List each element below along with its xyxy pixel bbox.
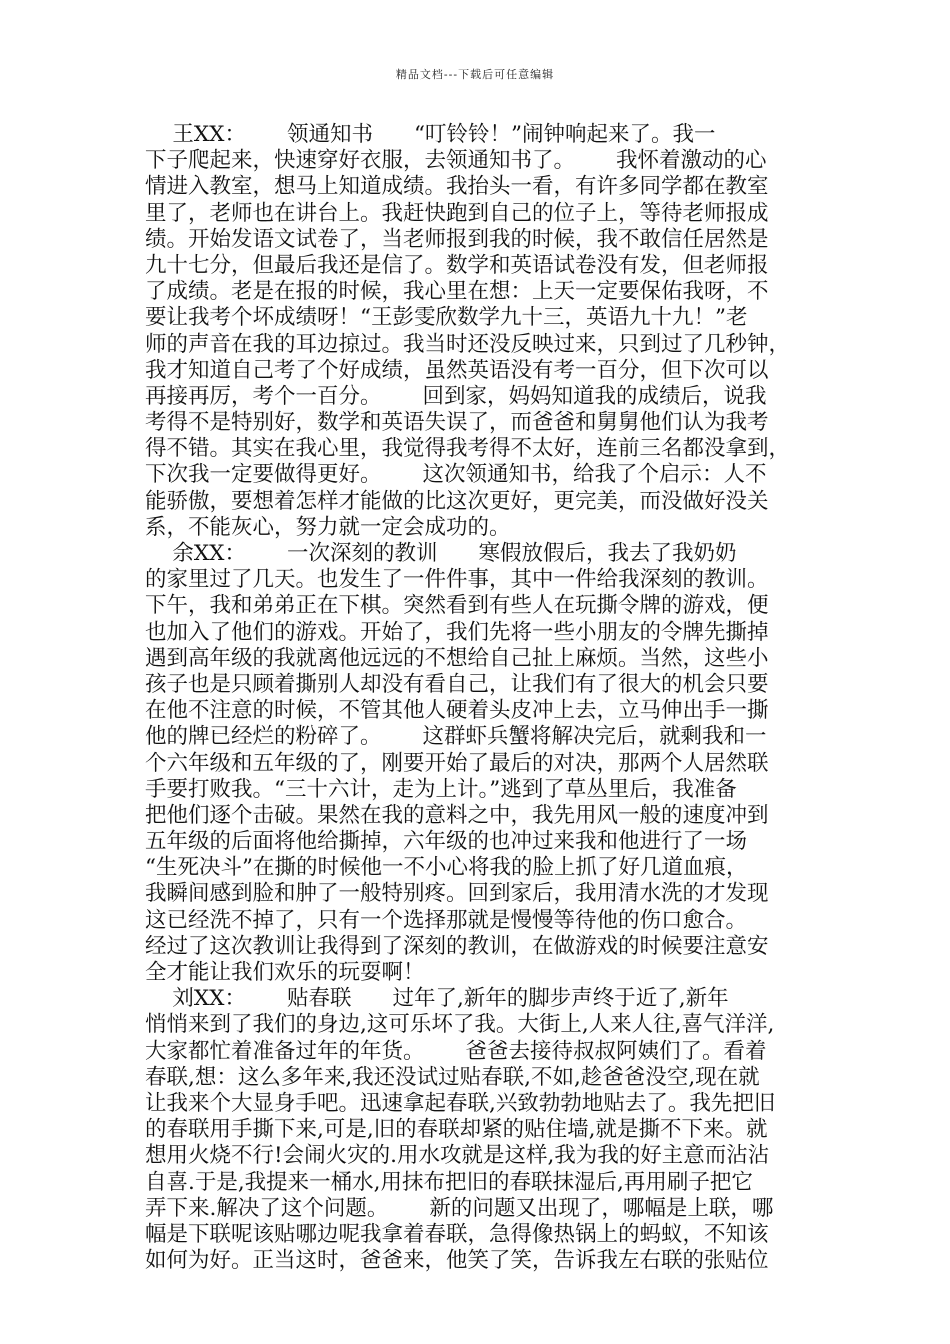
text-line: 他的牌已经烂的粉碎了。 这群虾兵蟹将解决完后，就剩我和一 bbox=[145, 724, 767, 750]
text-line: 在他不注意的时候，不管其他人硬着头皮冲上去，立马伸出手一撕 bbox=[145, 698, 769, 724]
text-line: 里了，老师也在讲台上。我赶快跑到自己的位子上，等待老师报成 bbox=[145, 200, 769, 226]
text-line: 这已经洗不掉了，只有一个选择那就是慢慢等待他的伤口愈合。 bbox=[145, 907, 748, 933]
text-line: 下午，我和弟弟正在下棋。突然看到有些人在玩撕令牌的游戏，便 bbox=[145, 593, 769, 619]
text-line: 大家都忙着准备过年的年货。 爸爸去接待叔叔阿姨们了。看着 bbox=[145, 1038, 767, 1064]
text-line: 经过了这次教训让我得到了深刻的教训，在做游戏的时候要注意安 bbox=[145, 933, 769, 959]
text-line: 弄下来.解决了这个问题。 新的问题又出现了，哪幅是上联，哪 bbox=[145, 1195, 774, 1221]
text-line: 自喜.于是,我提来一桶水,用抹布把旧的春联抹湿后,再用刷子把它 bbox=[145, 1169, 753, 1195]
text-line: 的家里过了几天。也发生了一件件事，其中一件给我深刻的教训。 bbox=[145, 567, 769, 593]
text-line: 下次我一定要做得更好。 这次领通知书，给我了个启示：人不 bbox=[145, 462, 767, 488]
page-header: 精品文档---下载后可任意编辑 bbox=[395, 68, 555, 81]
text-line: 把他们逐个击破。果然在我的意料之中，我先用风一般的速度冲到 bbox=[145, 802, 769, 828]
text-line: 刘XX： 贴春联 过年了,新年的脚步声终于近了,新年 bbox=[145, 986, 729, 1012]
text-line: 考得不是特别好，数学和英语失误了，而爸爸和舅舅他们认为我考 bbox=[145, 410, 769, 436]
text-line: 如何为好。正当这时，爸爸来，他笑了笑，告诉我左右联的张贴位 bbox=[145, 1248, 769, 1274]
text-line: 九十七分，但最后我还是信了。数学和英语试卷没有发，但老师报 bbox=[145, 252, 769, 278]
text-line: 系，不能灰心，努力就一定会成功的。 bbox=[145, 514, 511, 540]
text-line: 春联,想：这么多年来,我还没试过贴春联,不如,趁爸爸没空,现在就 bbox=[145, 1064, 760, 1090]
text-line: “生死决斗”在撕的时候他一不小心将我的脸上抓了好几道血痕， bbox=[145, 855, 748, 881]
text-line: 再接再厉，考个一百分。 回到家，妈妈知道我的成绩后，说我 bbox=[145, 383, 767, 409]
text-line: 让我来个大显身手吧。迅速拿起春联,兴致勃勃地贴去了。我先把旧 bbox=[145, 1090, 776, 1116]
text-line: 个六年级和五年级的了，刚要开始了最后的对决，那两个人居然联 bbox=[145, 750, 769, 776]
text-line: 我瞬间感到脸和肿了一般特别疼。回到家后，我用清水洗的才发现 bbox=[145, 881, 769, 907]
text-line: 幅是下联呢该贴哪边呢我拿着春联，急得像热锅上的蚂蚁，不知该 bbox=[145, 1221, 769, 1247]
text-line: 余XX： 一次深刻的教训 寒假放假后，我去了我奶奶 bbox=[145, 541, 737, 566]
text-line: 王XX： 领通知书 “叮铃铃！”闹钟响起来了。我一 bbox=[145, 122, 716, 147]
text-line: 五年级的后面将他给撕掉，六年级的也冲过来我和他进行了一场 bbox=[145, 829, 748, 855]
text-line: 绩。开始发语文试卷了，当老师报到我的时候，我不敢信任居然是 bbox=[145, 226, 769, 252]
text-line: 手要打败我。“三十六计，走为上计。”逃到了草丛里后，我准备 bbox=[145, 776, 737, 802]
text-line: 我才知道自己考了个好成绩，虽然英语没有考一百分，但下次可以 bbox=[145, 357, 769, 383]
text-line: 想用火烧不行!会闹火灾的.用水攻就是这样,我为我的好主意而沾沾 bbox=[145, 1143, 770, 1169]
text-line: 的春联用手撕下来,可是,旧的春联却紧的贴住墙,就是撕不下来。就 bbox=[145, 1117, 768, 1143]
text-line: 遇到高年级的我就离他远远的不想给自己扯上麻烦。当然，这些小 bbox=[145, 645, 769, 671]
text-line: 得不错。其实在我心里，我觉得我考得不太好，连前三名都没拿到， bbox=[145, 436, 791, 462]
text-line: 情进入教室，想马上知道成绩。我抬头一看，有许多同学都在教室 bbox=[145, 174, 769, 200]
text-line: 也加入了他们的游戏。开始了，我们先将一些小朋友的令牌先撕掉 bbox=[145, 619, 769, 645]
text-line: 下子爬起来，快速穿好衣服，去领通知书了。 我怀着激动的心 bbox=[145, 148, 767, 174]
text-line: 了成绩。老是在报的时候，我心里在想：上天一定要保佑我呀，不 bbox=[145, 279, 769, 305]
document-body bbox=[145, 122, 817, 1274]
text-line: 师的声音在我的耳边掠过。我当时还没反映过来，只到过了几秒钟， bbox=[145, 331, 791, 357]
text-line: 全才能让我们欢乐的玩耍啊！ bbox=[145, 960, 425, 985]
text-line: 要让我考个坏成绩呀！“王彭雯欣数学九十三，英语九十九！”老 bbox=[145, 305, 748, 331]
text-line: 能骄傲，要想着怎样才能做的比这次更好，更完美，而没做好没关 bbox=[145, 488, 769, 514]
text-line: 孩子也是只顾着撕别人却没有看自己，让我们有了很大的机会只要 bbox=[145, 671, 769, 697]
text-line: 悄悄来到了我们的身边,这可乐坏了我。大街上,人来人往,喜气洋洋, bbox=[145, 1012, 775, 1038]
